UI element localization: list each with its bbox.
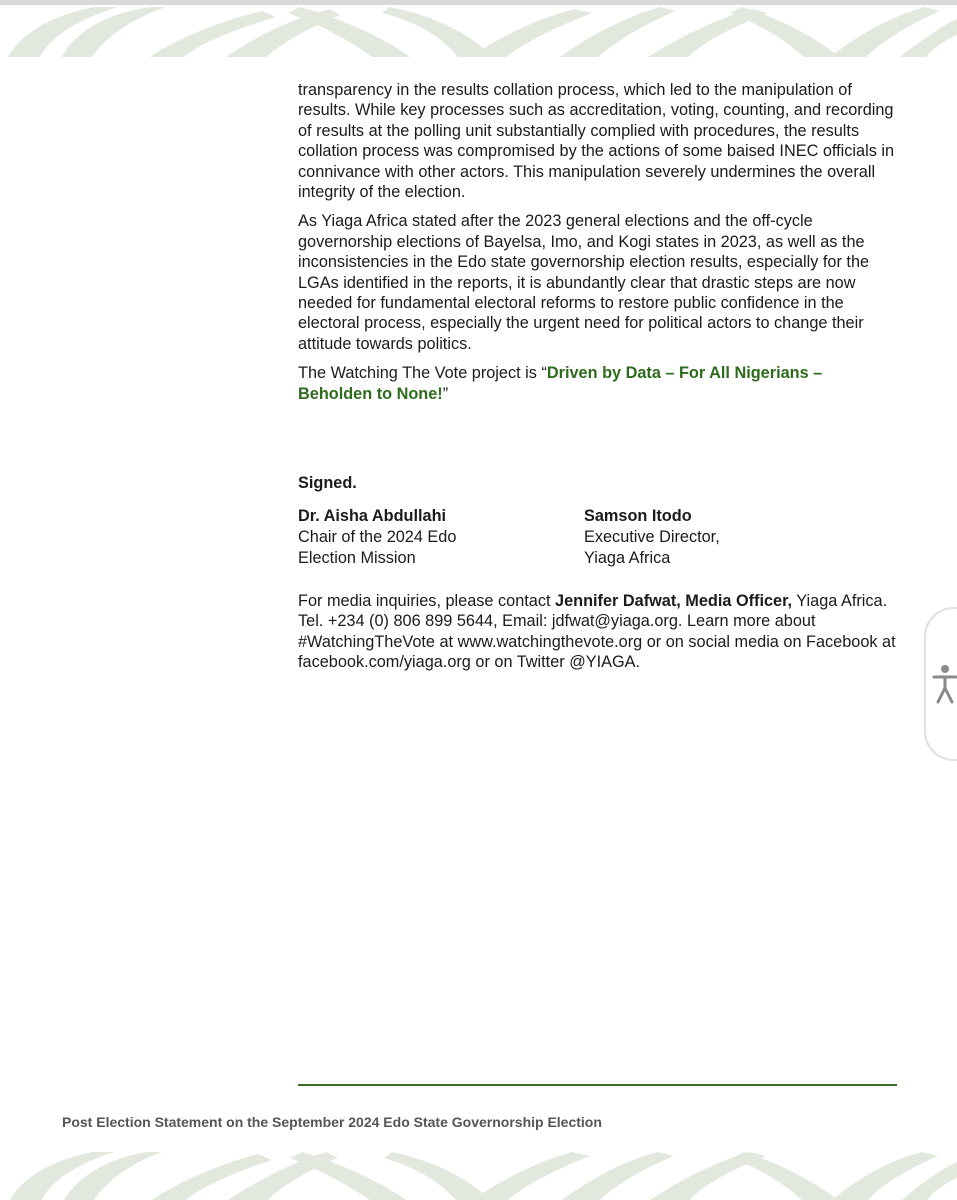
signatory-name: Samson Itodo bbox=[584, 507, 692, 525]
signatory-title-line: Chair of the 2024 Edo bbox=[298, 527, 457, 546]
signatory-title-line: Executive Director, bbox=[584, 527, 720, 546]
footer-title: Post Election Statement on the September 2024 Edo State Governorship Election bbox=[62, 1114, 602, 1130]
slogan-close: ” bbox=[442, 384, 449, 403]
slogan-paragraph bbox=[298, 363, 898, 404]
accessibility-widget[interactable] bbox=[924, 607, 957, 761]
signatory-title-line: Election Mission bbox=[298, 548, 416, 567]
media-inquiries bbox=[298, 591, 898, 673]
footer-pattern-band bbox=[0, 1152, 957, 1200]
accessibility-icon[interactable] bbox=[932, 664, 957, 704]
signatory-executive-director bbox=[584, 506, 720, 568]
paragraph-collation: transparency in the results collation process, which led to the manipulation of results. While key processes such as accreditation, voting, counting, and recording of results at the polling unit substantially complied with procedures, the results collation process was compromised by the actions of some baised INEC officials in connivance with other actors. This manipulation severely undermines the overall integrity of the election. bbox=[298, 81, 895, 202]
header-pattern bbox=[0, 5, 957, 57]
statement-body bbox=[298, 80, 898, 413]
paragraph-reforms: As Yiaga Africa stated after the 2023 general elections and the off-cycle governorship elections of Bayelsa, Imo, and Kogi states in 2023, as well as the inconsistencies in the Edo state governorship election results, especially for the LGAs identified in the reports, it is abundantly clear that drastic steps are now needed for fundamental electoral reforms to restore public confidence in the electoral process, especially the urgent need for political actors to change their attitude towards politics. bbox=[298, 212, 870, 353]
footer-pattern bbox=[0, 1152, 957, 1200]
footer-divider bbox=[298, 1084, 897, 1086]
signatory-chair bbox=[298, 506, 456, 568]
slogan-intro: The Watching The Vote project is “ bbox=[298, 364, 547, 383]
media-details: Yiaga Africa. Tel. +234 (0) 806 899 5644, Email: jdfwat@yiaga.org. Learn more about #WatchingTheVote at www.watchingthevote.org or on social media on Facebook at facebook.com/yiaga.org or on Twitter @YIAGA. bbox=[298, 592, 896, 672]
slogan-text: Driven by Data – For All Nigerians – Beholden to None! bbox=[298, 364, 823, 403]
media-intro: For media inquiries, please contact bbox=[298, 592, 556, 610]
signed-label: Signed. bbox=[298, 474, 357, 492]
signatory-title-line: Yiaga Africa bbox=[584, 548, 671, 567]
signatory-name: Dr. Aisha Abdullahi bbox=[298, 507, 447, 525]
header-pattern-band bbox=[0, 5, 957, 57]
media-contact-name: Jennifer Dafwat, Media Officer, bbox=[555, 592, 793, 610]
